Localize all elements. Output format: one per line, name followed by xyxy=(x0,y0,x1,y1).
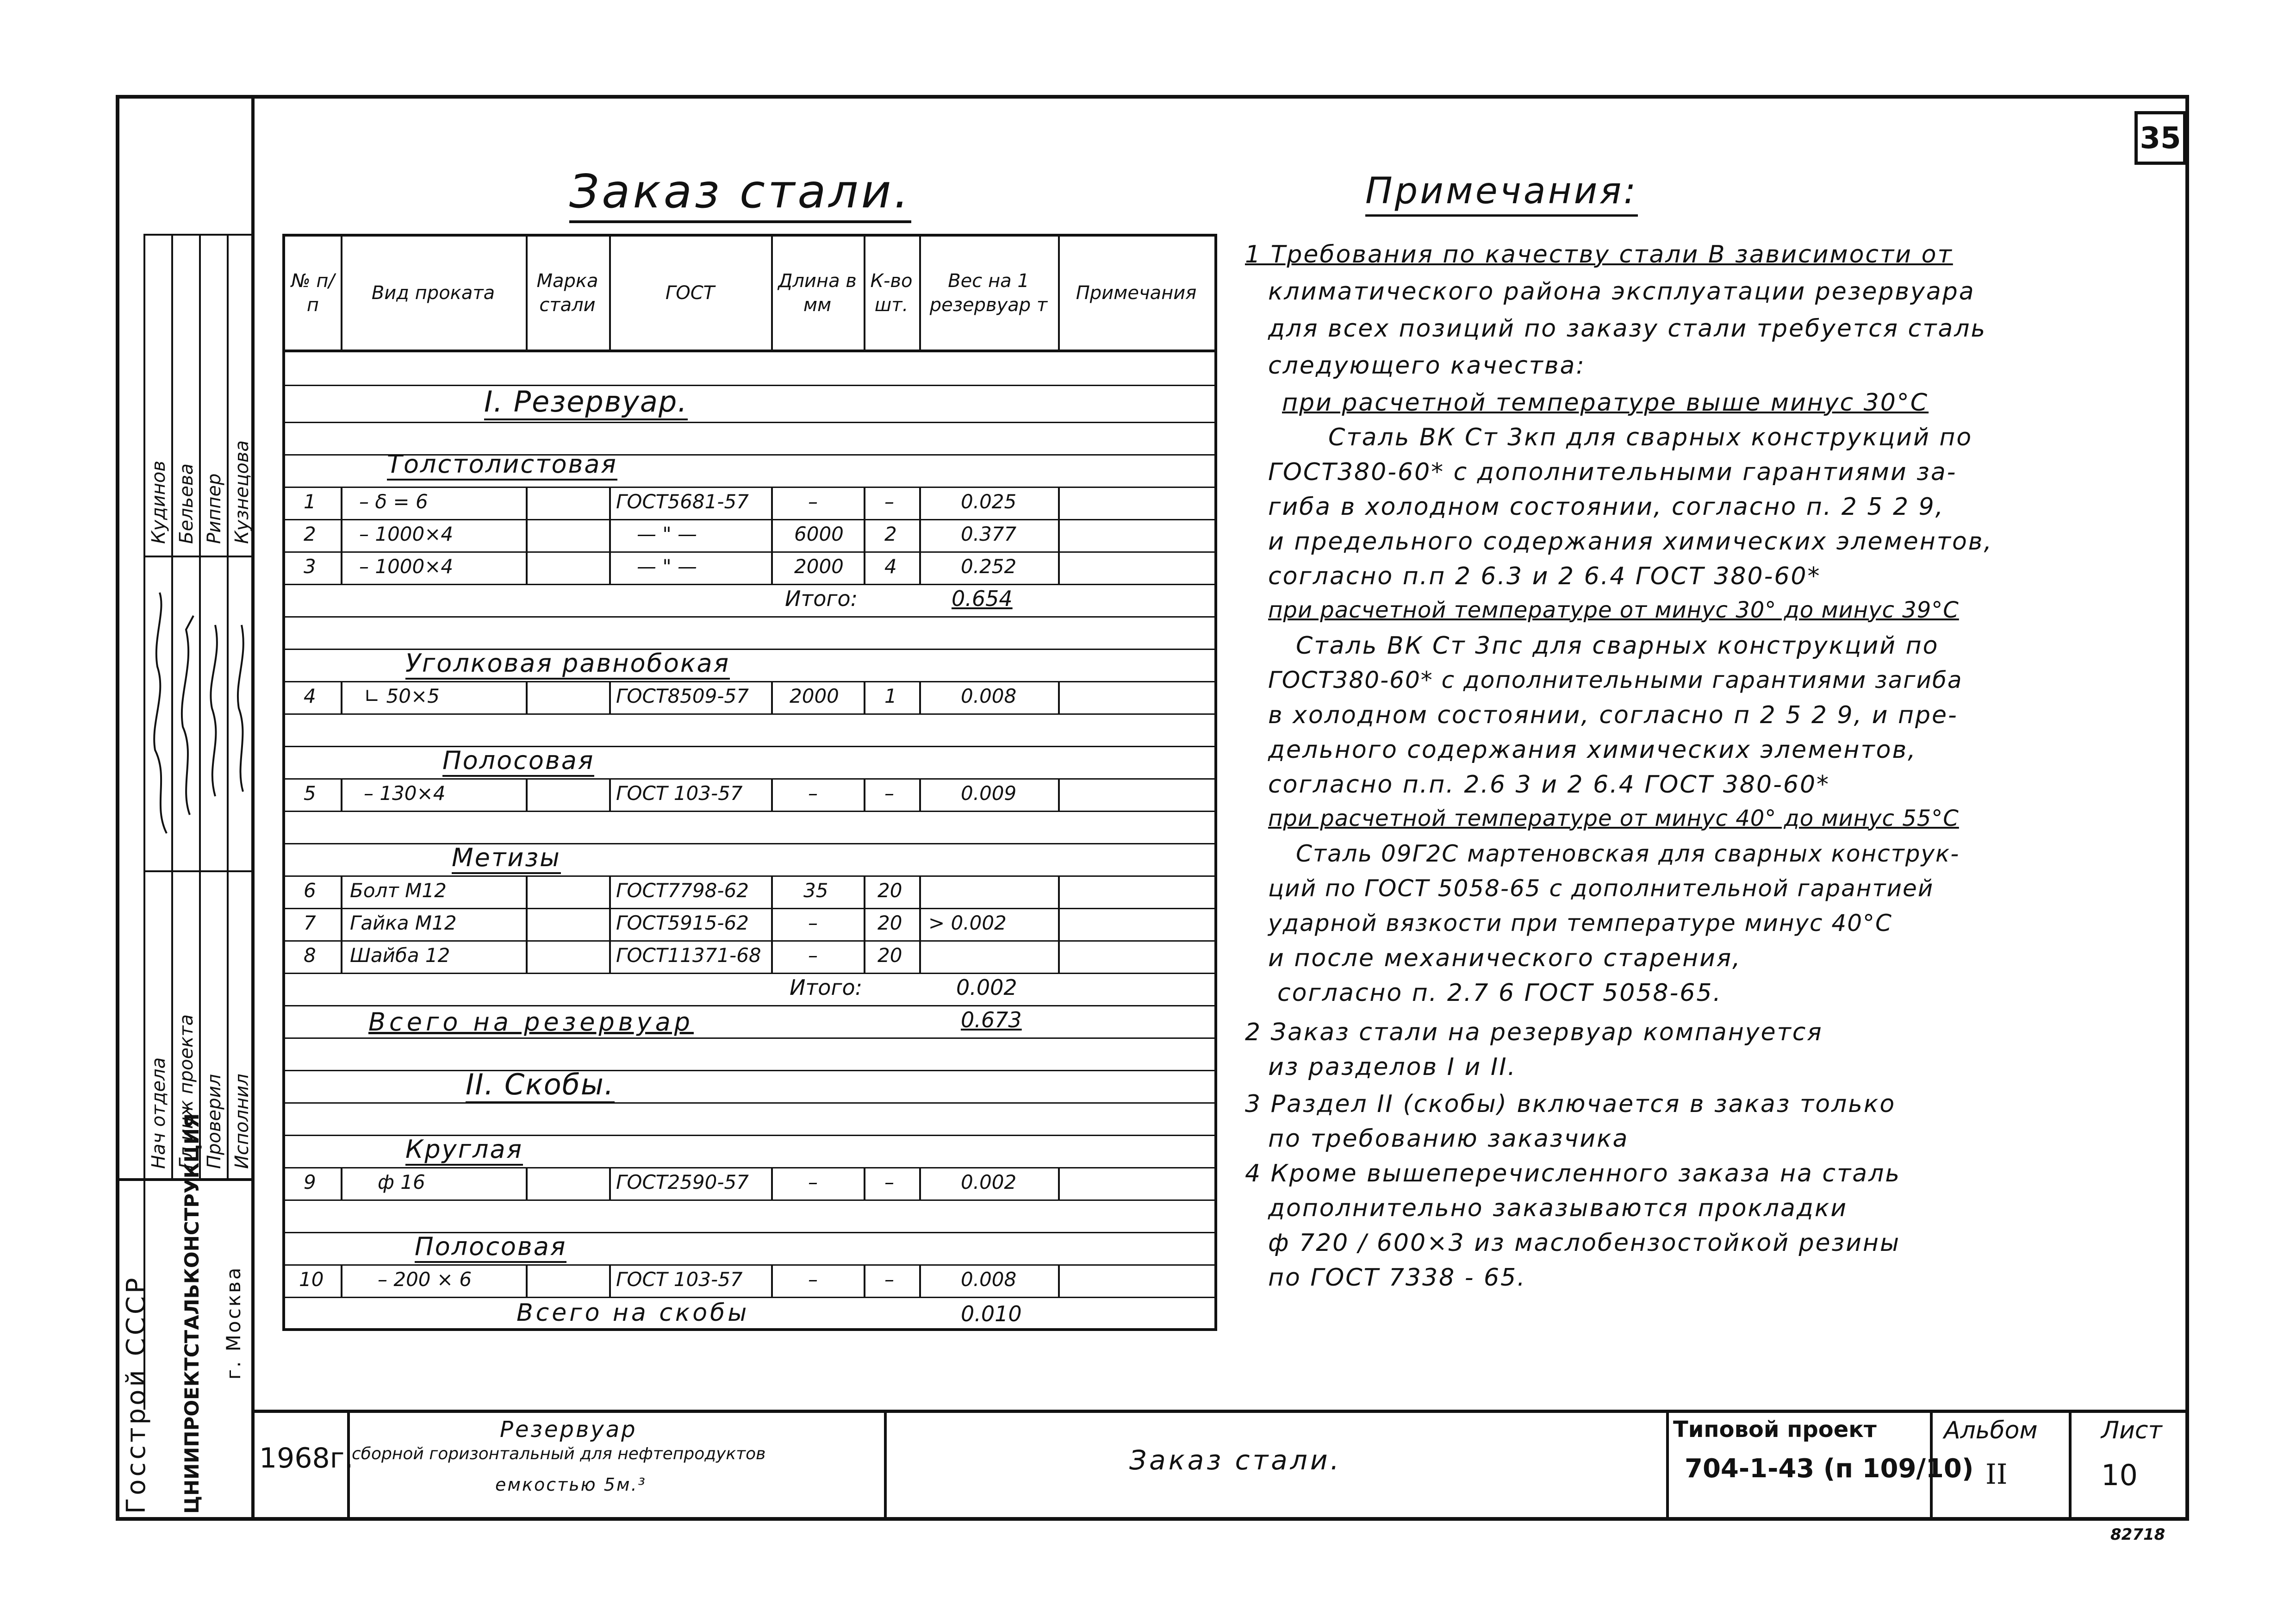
row-num: 4 xyxy=(304,685,316,707)
cell-line xyxy=(864,487,865,584)
row-line xyxy=(285,1102,1214,1104)
signature-4 xyxy=(231,616,252,801)
tb-drawing-name: Заказ стали. xyxy=(1129,1444,1342,1476)
row-qty: 20 xyxy=(877,912,902,934)
cell-line xyxy=(919,681,921,713)
row-qty: 2 xyxy=(884,523,897,545)
cell-line xyxy=(1058,1264,1060,1297)
note-line: дополнительно заказываются прокладки xyxy=(1268,1194,1848,1222)
note-line: ций по ГОСТ 5058-65 с дополнительной гарантией xyxy=(1268,875,1934,902)
row-weight: 0.002 xyxy=(961,1171,1017,1193)
cell-line xyxy=(864,681,865,713)
row-line xyxy=(285,843,1214,844)
row-vid: – 1000×4 xyxy=(359,555,454,578)
cell-line xyxy=(526,875,528,973)
row-qty: 4 xyxy=(884,555,897,578)
row-line xyxy=(285,940,1214,942)
header-gost: ГОСТ xyxy=(609,237,771,352)
row-gost: ГОСТ 103-57 xyxy=(616,782,743,805)
row-line xyxy=(285,746,1214,747)
tb-project-label: Типовой проект xyxy=(1673,1417,1877,1443)
tb-year: 1968г. xyxy=(259,1442,354,1474)
row-num: 5 xyxy=(304,782,316,805)
total-brackets-label: Всего на скобы xyxy=(516,1299,750,1327)
row-weight: 0.252 xyxy=(961,555,1017,578)
row-line xyxy=(285,1264,1214,1266)
note-line: и после механического старения, xyxy=(1268,944,1742,972)
cell-line xyxy=(1058,875,1060,973)
section-title-1: I. Резервуар. xyxy=(484,385,688,418)
side-name: Кузнецова xyxy=(231,440,253,544)
row-gost: ГОСТ7798-62 xyxy=(616,879,749,902)
tb-object-desc1: сборной горизонтальный для нефтепродуктов xyxy=(352,1444,766,1463)
cell-line xyxy=(341,1264,342,1297)
row-vid: Шайба 12 xyxy=(350,944,450,967)
row-vid: Болт М12 xyxy=(350,879,447,902)
row-len: 2000 xyxy=(790,685,839,707)
row-line xyxy=(285,584,1214,585)
org-institute: ЦНИИПРОЕКТСТАЛЬКОНСТРУКЦИЯ xyxy=(180,1113,203,1514)
cell-line xyxy=(771,875,773,973)
cell-line xyxy=(526,1264,528,1297)
row-line xyxy=(285,908,1214,909)
side-divider xyxy=(171,234,173,1178)
signature-2 xyxy=(176,602,199,824)
note-line: гиба в холодном состоянии, согласно п. 2 5 2 9, xyxy=(1268,493,1945,521)
row-line xyxy=(285,875,1214,877)
row-len: 35 xyxy=(803,879,828,902)
row-num: 6 xyxy=(304,879,316,902)
side-role: Исполнил xyxy=(231,1074,253,1169)
row-len: – xyxy=(808,1268,818,1291)
side-name: Кудинов xyxy=(148,461,169,544)
cell-line xyxy=(1058,778,1060,811)
row-line xyxy=(285,1297,1214,1298)
side-divider xyxy=(143,870,255,872)
header-length: Длина в мм xyxy=(771,237,864,352)
row-vid: Гайка М12 xyxy=(350,912,457,934)
note-line: в холодном состоянии, согласно п 2 5 2 9, и пре- xyxy=(1268,701,1958,729)
side-divider xyxy=(199,234,201,1178)
row-weight: 0.008 xyxy=(961,1268,1017,1291)
side-name: Бельева xyxy=(176,463,197,544)
cell-line xyxy=(341,1167,342,1199)
note-line: при расчетной температуре выше минус 30°С xyxy=(1282,389,1929,417)
subsection-tolstolist: Толстолистовая xyxy=(387,450,617,479)
sheet-corner-number: 35 xyxy=(2134,111,2186,165)
page-title: Заказ стали. xyxy=(569,164,912,219)
row-line xyxy=(285,616,1214,618)
note-line: 2 Заказ стали на резервуар компануется xyxy=(1245,1018,1823,1046)
note-line: по требованию заказчика xyxy=(1268,1125,1629,1153)
row-line xyxy=(285,487,1214,488)
note-line: согласно п.п. 2.6 3 и 2 6.4 ГОСТ 380-60* xyxy=(1268,771,1830,799)
row-vid: – 130×4 xyxy=(364,782,446,805)
cell-line xyxy=(864,875,865,973)
row-qty: 1 xyxy=(884,685,897,707)
header-vid: Вид проката xyxy=(341,237,526,352)
cell-line xyxy=(864,778,865,811)
header-notes: Примечания xyxy=(1058,237,1214,352)
row-num: 1 xyxy=(304,490,316,513)
stamp-number: 82718 xyxy=(2110,1525,2165,1544)
side-divider xyxy=(143,556,255,557)
side-role: Проверил xyxy=(204,1074,225,1169)
row-qty: 20 xyxy=(877,944,902,967)
org-city: г. Москва xyxy=(222,1266,245,1380)
note-line: ударной вязкости при температуре минус 40°С xyxy=(1268,910,1892,937)
cell-line xyxy=(919,1264,921,1297)
row-vid: – 200 × 6 xyxy=(378,1268,472,1291)
signature-1 xyxy=(148,583,171,843)
cell-line xyxy=(919,778,921,811)
row-gost: ГОСТ11371-68 xyxy=(616,944,761,967)
title-block-divider xyxy=(884,1410,887,1521)
cell-line xyxy=(919,487,921,584)
note-line: Сталь ВК Ст 3пс для сварных конструкций по xyxy=(1296,632,1939,660)
cell-line xyxy=(1058,681,1060,713)
row-qty: – xyxy=(884,1268,894,1291)
note-line: ф 720 / 600×3 из маслобензостойкой резины xyxy=(1268,1229,1901,1257)
org-gosstroy: Госстрой СССР xyxy=(121,1275,151,1514)
total-reservoir-label: Всего на резервуар xyxy=(368,1007,694,1037)
title-block-divider xyxy=(1666,1410,1669,1521)
note-line: по ГОСТ 7338 - 65. xyxy=(1268,1264,1526,1292)
header-marka: Марка стали xyxy=(526,237,609,352)
header-weight: Вес на 1 резервуар т xyxy=(919,237,1058,352)
row-qty: – xyxy=(884,1171,894,1193)
side-divider xyxy=(143,234,255,236)
row-line xyxy=(285,811,1214,812)
subsection-ugol: Уголковая равнобокая xyxy=(405,649,730,678)
cell-line xyxy=(341,487,342,584)
row-num: 7 xyxy=(304,912,316,934)
row-len: – xyxy=(808,1171,818,1193)
cell-line xyxy=(526,681,528,713)
cell-line xyxy=(771,681,773,713)
signature-3 xyxy=(204,611,227,806)
row-vid: – δ = 6 xyxy=(359,490,428,513)
side-divider xyxy=(143,234,145,1410)
cell-line xyxy=(609,1264,611,1297)
note-line: при расчетной температуре от минус 30° до минус 39°С xyxy=(1268,597,1959,623)
side-role: Гл инж проекта xyxy=(176,1014,197,1169)
row-line xyxy=(285,1005,1214,1006)
row-qty: 20 xyxy=(877,879,902,902)
cell-line xyxy=(864,1167,865,1199)
row-line xyxy=(285,551,1214,553)
side-name: Риппер xyxy=(204,473,225,544)
cell-line xyxy=(341,681,342,713)
row-num: 9 xyxy=(304,1171,316,1193)
itogo-value: 0.654 xyxy=(952,586,1013,611)
side-divider xyxy=(227,234,229,1178)
subsection-polos: Полосовая xyxy=(442,746,595,775)
tb-object-desc2: емкостью 5м.³ xyxy=(495,1474,647,1495)
steel-order-table xyxy=(282,234,1217,1331)
row-line xyxy=(285,1037,1214,1039)
cell-line xyxy=(341,778,342,811)
note-line: согласно п. 2.7 6 ГОСТ 5058-65. xyxy=(1277,979,1722,1007)
subsection-metizy: Метизы xyxy=(452,843,561,872)
tb-sheet-value: 10 xyxy=(2101,1458,2138,1492)
row-gost: — " — xyxy=(637,555,697,578)
row-len: 2000 xyxy=(794,555,844,578)
cell-line xyxy=(341,875,342,973)
row-line xyxy=(285,519,1214,520)
row-weight: 0.025 xyxy=(961,490,1017,513)
header-num: № п/п xyxy=(285,237,341,352)
cell-line xyxy=(919,875,921,973)
row-gost: ГОСТ8509-57 xyxy=(616,685,749,707)
row-len: – xyxy=(808,782,818,805)
cell-line xyxy=(1058,1167,1060,1199)
cell-line xyxy=(609,1167,611,1199)
note-line: климатического района эксплуатации резервуара xyxy=(1268,278,1975,306)
total-reservoir-value: 0.673 xyxy=(961,1007,1022,1032)
note-line: Сталь ВК Ст 3кп для сварных конструкций по xyxy=(1328,424,1973,451)
cell-line xyxy=(609,875,611,973)
note-line: из разделов I и II. xyxy=(1268,1053,1517,1081)
row-num: 3 xyxy=(304,555,316,578)
note-line: 4 Кроме вышеперечисленного заказа на сталь xyxy=(1245,1160,1901,1187)
itogo-value: 0.002 xyxy=(956,975,1017,1000)
subsection-polos-2: Полосовая xyxy=(415,1232,567,1261)
row-len: 6000 xyxy=(794,523,844,545)
row-line xyxy=(285,385,1214,386)
note-line: согласно п.п 2 6.3 и 2 6.4 ГОСТ 380-60* xyxy=(1268,562,1821,590)
row-len: – xyxy=(808,490,818,513)
title-block-divider xyxy=(2069,1410,2072,1521)
row-line xyxy=(285,778,1214,780)
row-line xyxy=(285,422,1214,423)
row-line xyxy=(285,1199,1214,1201)
cell-line xyxy=(771,1264,773,1297)
tb-object-title: Резервуар xyxy=(500,1417,637,1443)
cell-line xyxy=(609,681,611,713)
row-weight: 0.009 xyxy=(961,782,1017,805)
row-weight: 0.377 xyxy=(961,523,1017,545)
total-brackets-value: 0.010 xyxy=(961,1301,1022,1326)
row-vid: – 1000×4 xyxy=(359,523,454,545)
row-len: – xyxy=(808,912,818,934)
note-line: Сталь 09Г2С мартеновская для сварных конструк- xyxy=(1296,840,1960,867)
note-line: следующего качества: xyxy=(1268,352,1586,380)
cell-line xyxy=(526,487,528,584)
row-gost: ГОСТ2590-57 xyxy=(616,1171,749,1193)
cell-line xyxy=(526,1167,528,1199)
note-line: ГОСТ380-60* с дополнительными гарантиями за- xyxy=(1268,458,1957,486)
row-num: 2 xyxy=(304,523,316,545)
metizy-weight: > 0.002 xyxy=(928,912,1007,934)
row-len: – xyxy=(808,944,818,967)
row-gost: — " — xyxy=(637,523,697,545)
cell-line xyxy=(771,487,773,584)
note-line: для всех позиций по заказу стали требуется сталь xyxy=(1268,315,1987,343)
notes-title: Примечания: xyxy=(1365,170,1638,212)
row-gost: ГОСТ 103-57 xyxy=(616,1268,743,1291)
row-num: 10 xyxy=(299,1268,324,1291)
cell-line xyxy=(864,1264,865,1297)
row-vid: ф 16 xyxy=(378,1171,425,1193)
row-line xyxy=(285,713,1214,715)
note-line: при расчетной температуре от минус 40° до минус 55°С xyxy=(1268,806,1959,831)
header-qty: К-во шт. xyxy=(864,237,919,352)
note-line: 3 Раздел II (скобы) включается в заказ только xyxy=(1245,1090,1896,1118)
tb-project-code: 704-1-43 (п 109/10) xyxy=(1685,1454,1974,1484)
tb-album-value: II xyxy=(1985,1458,2008,1491)
side-role: Нач отдела xyxy=(148,1057,169,1169)
cell-line xyxy=(1058,487,1060,584)
row-weight: 0.008 xyxy=(961,685,1017,707)
row-line xyxy=(285,1070,1214,1071)
subsection-krug: Круглая xyxy=(405,1135,523,1164)
row-gost: ГОСТ5915-62 xyxy=(616,912,749,934)
section-title-2: II. Скобы. xyxy=(466,1068,615,1101)
tb-album-label: Альбом xyxy=(1944,1417,2038,1444)
cell-line xyxy=(609,487,611,584)
row-line xyxy=(285,681,1214,682)
note-line: и предельного содержания химических элементов, xyxy=(1268,528,1993,556)
itogo-label: Итого: xyxy=(785,586,858,611)
note-line: ГОСТ380-60* с дополнительными гарантиями загиба xyxy=(1268,667,1963,693)
row-line xyxy=(285,973,1214,974)
note-line: дельного содержания химических элементов, xyxy=(1268,736,1917,764)
cell-line xyxy=(919,1167,921,1199)
row-line xyxy=(285,1167,1214,1168)
row-gost: ГОСТ5681-57 xyxy=(616,490,749,513)
itogo-label: Итого: xyxy=(790,975,863,1000)
cell-line xyxy=(771,778,773,811)
cell-line xyxy=(771,1167,773,1199)
row-qty: – xyxy=(884,782,894,805)
row-num: 8 xyxy=(304,944,316,967)
cell-line xyxy=(609,778,611,811)
tb-sheet-label: Лист xyxy=(2101,1417,2162,1444)
cell-line xyxy=(526,778,528,811)
row-vid: ∟ 50×5 xyxy=(364,685,440,707)
row-qty: – xyxy=(884,490,894,513)
note-line: 1 Требования по качеству стали В зависимости от xyxy=(1245,241,1953,269)
